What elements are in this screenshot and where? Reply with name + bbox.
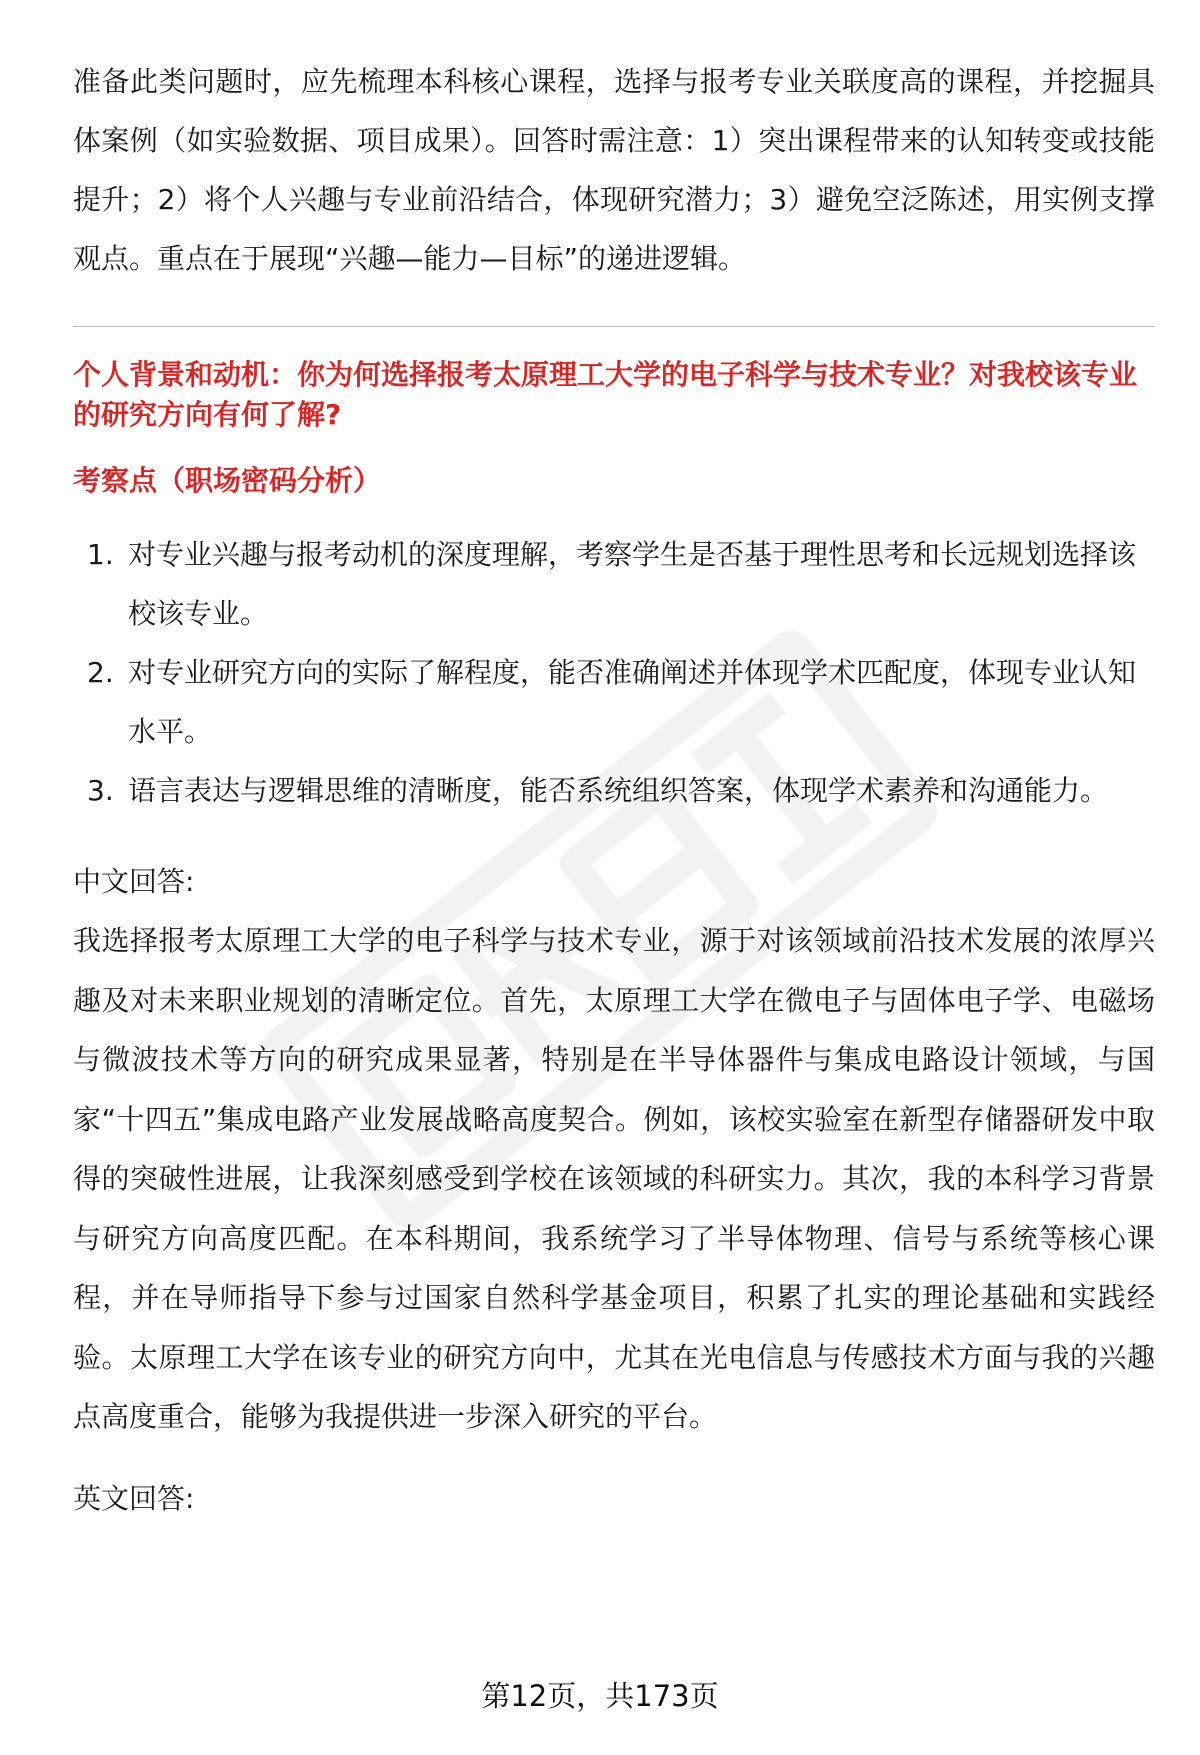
list-item-number: 1. (87, 538, 114, 571)
page-footer: 第12页，共173页 (481, 1679, 719, 1713)
question-heading: 个人背景和动机：你为何选择报考太原理工大学的电子科学与技术专业？对我校该专业的研究方向有何了解? (73, 358, 1138, 431)
list-item (73, 643, 1155, 761)
list-item-text: 语言表达与逻辑思维的清晰度，能否系统组织答案，体现学术素养和沟通能力。 (128, 774, 1109, 807)
list-item-text: 对专业研究方向的实际了解程度，能否准确阐述并体现学术匹配度，体现专业认知水平。 (128, 656, 1137, 748)
english-answer-label: 英文回答: (73, 1481, 195, 1515)
list-item-number: 2. (87, 656, 114, 689)
list-item (73, 761, 1155, 820)
list-item-number: 3. (87, 774, 114, 807)
chinese-answer-text: 我选择报考太原理工大学的电子科学与技术专业，源于对该领域前沿技术发展的浓厚兴趣及对未来职业规划的清晰定位。首先，太原理工大学在微电子与固体电子学、电磁场与微波技术等方向的研究成果显著，特别是在半导体器件与集成电路设计领域，与国家“十四五”集成电路产业发展战略高度契合。例如，该校实验室在新型存储器研发中取得的突破性进展，让我深刻感受到学校在该领域的科研实力。其次，我的本科学习背景与研究方向高度匹配。在本科期间，我系统学习了半导体物理、信号与系统等核心课程，并在导师指导下参与过国家自然科学基金项目，积累了扎实的理论基础和实践经验。太原理工大学在该专业的研究方向中，尤其在光电信息与传感技术方面与我的兴趣点高度重合，能够为我提供进一步深入研究的平台。 (73, 924, 1155, 1433)
list-item (73, 525, 1155, 643)
assessment-title: 考察点（职场密码分析） (73, 464, 382, 497)
chinese-answer-label: 中文回答: (73, 865, 195, 898)
list-item-text: 对专业兴趣与报考动机的深度理解，考察学生是否基于理性思考和长远规划选择该校该专业。 (128, 538, 1137, 630)
assessment-points-list (73, 525, 1155, 820)
section-divider (73, 326, 1155, 327)
document-page (73, 52, 1155, 1528)
intro-paragraph: 准备此类问题时，应先梳理本科核心课程，选择与报考专业关联度高的课程，并挖掘具体案例（如实验数据、项目成果）。回答时需注意：1）突出课程带来的认知转变或技能提升；2）将个人兴趣与专业前沿结合，体现研究潜力；3）避免空泛陈述，用实例支撑观点。重点在于展现“兴趣—能力—目标”的递进逻辑。 (73, 65, 1155, 275)
